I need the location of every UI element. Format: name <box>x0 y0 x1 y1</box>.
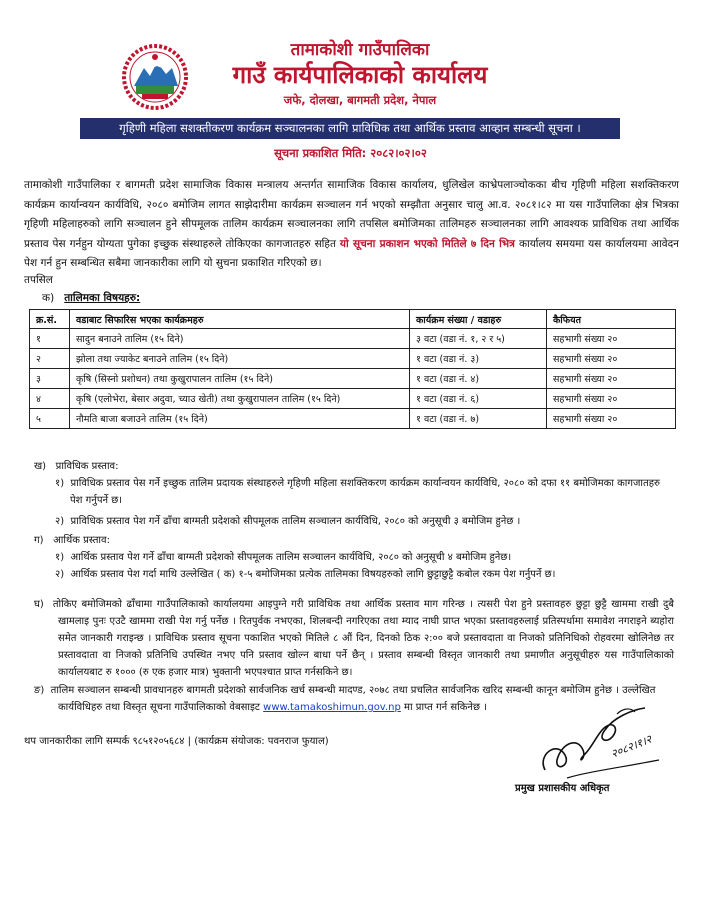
handwritten-signature <box>527 700 667 790</box>
section-nga-marker: ङ) <box>34 685 45 696</box>
section-gha-paragraph <box>34 596 674 681</box>
section-nga-text-1: तालिम सञ्चालन सम्बन्धी प्रावधानहरु बागमती प्रदेशको सार्वजनिक खर्च सम्बन्धी मादण्ड, २०७८ तथा प्रचलित सार्वजनिक खरिद सम्बन्धी कानून बमोजिम हुनेछ । उल्लेखित कार्यविधिहरु तथा विस्तृत सूचना गाउँपालिकाको वेबसाइट <box>50 685 656 713</box>
section-ga <box>34 532 674 583</box>
serial-cell: २ <box>30 349 70 369</box>
item-number: १) <box>55 552 65 563</box>
column-header: वडाबाट सिफारिस भएका कार्यक्रमहरु <box>70 310 410 329</box>
serial-cell: ५ <box>30 409 70 429</box>
section-kha-title: प्राविधिक प्रस्ताव: <box>55 461 119 472</box>
serial-cell: १ <box>30 329 70 349</box>
item-text: आर्थिक प्रस्ताव पेश गर्दा माथि उल्लेखित ( क) १-५ बमोजिमका प्रत्येक तालिमका विषयहरुको लागि छुट्टाछुट्टै कबोल रकम पेश गर्नुपर्ने छ। <box>70 569 556 580</box>
table-row <box>30 329 676 349</box>
section-gha-marker: घ) <box>34 599 44 610</box>
section-kha <box>34 458 674 530</box>
website-link[interactable]: www.tamakoshimun.gov.np <box>263 702 401 713</box>
remarks-cell: सहभागी संख्या २० <box>547 349 676 369</box>
section-ka-title: तालिमका विषयहरु: <box>64 292 141 304</box>
training-table <box>29 309 676 429</box>
section-ka-heading <box>42 291 140 305</box>
column-header: कैफियत <box>547 310 676 329</box>
program-cell: नौमति बाजा बजाउने तालिम (१५ दिने) <box>70 409 410 429</box>
intro-paragraph <box>24 176 679 274</box>
section-ga-marker: ग) <box>34 535 44 546</box>
count-ward-cell: १ वटा (वडा नं. ६) <box>410 389 547 409</box>
column-header: कार्यक्रम संख्या / वडाहरु <box>410 310 547 329</box>
program-cell: कृषि (सिस्नो प्रशोधन) तथा कुखुरापालन तालिम (१५ दिने) <box>70 369 410 389</box>
section-gha <box>34 596 674 681</box>
count-ward-cell: ३ वटा (वडा नं. १, २ र ५) <box>410 329 547 349</box>
section-nga-text-2: मा प्राप्त गर्न सकिनेछ । <box>404 702 487 713</box>
deadline-highlight: यो सूचना प्रकाशन भएको मितिले ७ दिन भित्र <box>339 237 515 250</box>
column-header: क्र.सं. <box>30 310 70 329</box>
program-cell: झोला तथा ज्याकेट बनाउने तालिम (१५ दिने) <box>70 349 410 369</box>
section-kha-item <box>34 475 674 509</box>
nepal-emblem-icon <box>122 44 188 110</box>
program-cell: कृषि (एलोभेरा, बेसार अदुवा, च्याउ खेती) तथा कुखुरापालन तालिम (१५ दिने) <box>70 389 410 409</box>
section-ga-heading <box>34 532 674 549</box>
table-row <box>30 349 676 369</box>
remarks-cell: सहभागी संख्या २० <box>547 369 676 389</box>
table-row <box>30 389 676 409</box>
count-ward-cell: १ वटा (वडा नं. ४) <box>410 369 547 389</box>
intro-text-1: तामाकोशी गाउँपालिका र बागमती प्रदेश सामाजिक विकास मन्त्रालय अन्तर्गत सामाजिक विकास कार्यालय, धुलिखेल काभ्रेपलाञ्चोकका बीच गृहिणी महिला सशक्तिकरण कार्यक्रम कार्यान्वयन कार्यविधि, २०८० बमोजिम लागत साझेदारीमा कार्यक्रम सञ्चालन गर्न भएको सम्झौता अनुसार चालु आ.व. २०८१।८२ मा यस गाउँपालिका क्षेत्र भित्रका गृहिणी महिलाहरुको लागि सञ्चालन हुने सीपमूलक तालिम कार्यक्रम सञ्चालनका लागि तपसिल बमोजिमका तालिमहरु सञ्चालनका लागि आवश्यक प्राविधिक तथा आर्थिक प्रस्ताव पेस गर्नहुन योग्यता पुगेका इच्छुक संस्थाहरुले तोकिएका कागजातहरु सहित <box>24 179 679 250</box>
signature-date: २०८२।१।२ <box>609 732 654 761</box>
item-text: आर्थिक प्रस्ताव पेश गर्ने ढाँचा बाग्मती प्रदेशको सीपमूलक तालिम सञ्चालन कार्यविधि, २०८० को अनुसूची ४ बमोजिम हुनेछ। <box>70 552 512 563</box>
table-header-row <box>30 310 676 329</box>
section-ga-item <box>34 549 674 566</box>
remarks-cell: सहभागी संख्या २० <box>547 409 676 429</box>
office-name: गाउँ कार्यपालिकाको कार्यालय <box>232 61 488 89</box>
letterhead <box>190 40 530 108</box>
item-text: प्राविधिक प्रस्ताव पेश गर्ने ढाँचा बाग्मती प्रदेशको सीपमूलक तालिम सञ्चालन कार्यविधि, २०८० को अनुसूची ३ बमोजिम हुनेछ । <box>70 516 521 527</box>
table-row <box>30 409 676 429</box>
intro-text-2: कार्यालय समयमा यस कार्यालयमा आवेदन पेश गर्न हुन सम्बन्धित सबैमा जानकारीका लागि यो सुचना प्रकाशित गरिएको छ। <box>24 237 679 269</box>
section-kha-heading <box>34 458 674 475</box>
tapasil-label: तपसिल <box>24 274 53 286</box>
office-address: जफे, दोलखा, बागमती प्रदेश, नेपाल <box>283 93 437 107</box>
serial-cell: ३ <box>30 369 70 389</box>
remarks-cell: सहभागी संख्या २० <box>547 329 676 349</box>
signatory-title: प्रमुख प्रशासकीय अधिकृत <box>515 783 610 794</box>
program-cell: सादुन बनाउने तालिम (१५ दिने) <box>70 329 410 349</box>
table-row <box>30 369 676 389</box>
count-ward-cell: १ वटा (वडा नं. ७) <box>410 409 547 429</box>
notice-title-banner: गृहिणी महिला सशक्तीकरण कार्यक्रम सञ्चालनका लागि प्राविधिक तथा आर्थिक प्रस्ताव आव्हान सम्बन्धी सूचना । <box>80 118 620 139</box>
section-ga-item <box>34 566 674 583</box>
section-ka-marker: क) <box>42 292 55 304</box>
remarks-cell: सहभागी संख्या २० <box>547 389 676 409</box>
item-text: प्राविधिक प्रस्ताव पेस गर्ने इच्छुक तालिम प्रदायक संस्थाहरुले गृहिणी महिला सशक्तिकरण कार्यक्रम कार्यान्वयन कार्यविधि, २०८० को दफा ११ बमोजिमका कागजातहरु पेश गर्नुपर्ने छ। <box>70 478 661 506</box>
publish-date: सूचना प्रकाशित मिति: २०८२।०२।०२ <box>274 146 427 160</box>
section-kha-marker: ख) <box>34 461 47 472</box>
item-number: १) <box>55 478 65 489</box>
section-gha-text: तोकिए बमोजिमको ढाँचामा गाउँपालिकाको कार्यालयमा आइपुग्ने गरी प्राविधिक तथा आर्थिक प्रस्ताव माग गरिन्छ । त्यसरी पेश हुने प्रस्तावहरु छुट्टा छुट्टै खाममा राखी दुबै खामलाइ पुनः एउटै खाममा राखी पेश गर्नु पर्नेछ । रितपुर्वक नभएका, शिलबन्दी नगरिएका तथा म्याद नाघी प्राप्त भएका प्रस्तावहरुलाई प्रतिस्पर्धामा समावेश नगराइने ब्यहोरा समेत जानकारी गराइन्छ । प्राविधिक प्रस्ताव सूचना पकाशित भएको मितिले ८ औं दिन, दिनको ठिक २:०० बजे प्रस्तावदाता वा निजको प्रतिनिधिको रोहवरमा खोलिनेछ तर प्रस्तावदाता वा निजको प्रतिनिधि उपस्थित नभए पनि प्रस्ताव खोल्न बाधा पर्ने छैन् । प्रस्ताव सम्बन्धी विस्तृत जानकारी तथा प्रमाणीत अनुसूचीहरु यस गाउँपालिकाको कार्यालयबाट रु १००० (रु एक हजार मात्र) भुक्तानी भएपश्चात प्राप्त गर्नसकिने छ। <box>52 599 674 678</box>
item-number: २) <box>55 516 65 527</box>
item-number: २) <box>55 569 65 580</box>
section-kha-item <box>34 513 674 530</box>
count-ward-cell: १ वटा (वडा नं. ३) <box>410 349 547 369</box>
org-name: तामाकोशी गाउँपालिका <box>290 40 430 60</box>
serial-cell: ४ <box>30 389 70 409</box>
contact-line: थप जानकारीका लागि सम्पर्क ९८५१२०५६८४ | (कार्यक्रम संयोजक: पवनराज फुयाल) <box>24 736 329 747</box>
section-ga-title: आर्थिक प्रस्ताव: <box>53 535 110 546</box>
